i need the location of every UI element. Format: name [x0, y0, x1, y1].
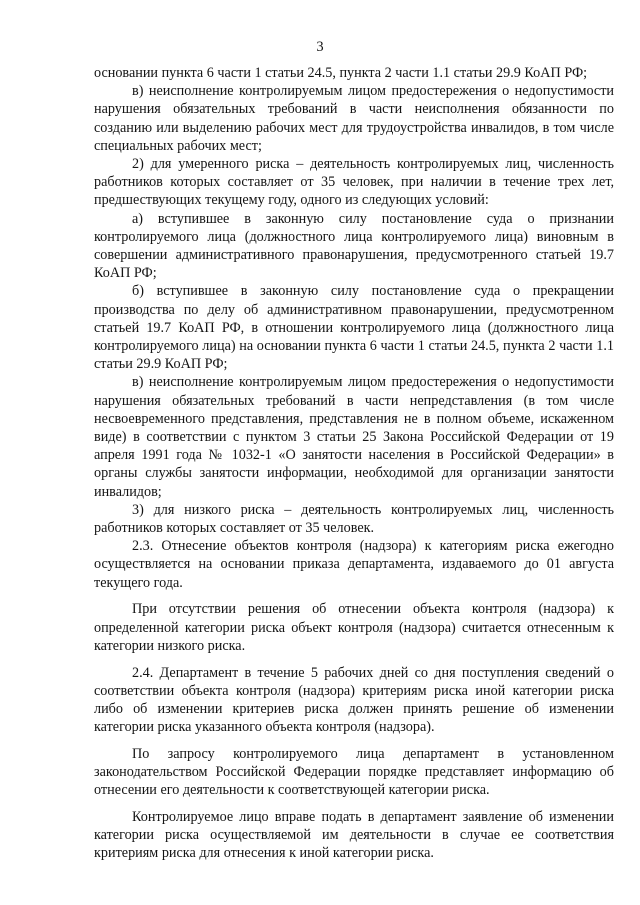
paragraph-p8: 2.3. Отнесение объектов контроля (надзора) к категориям риска ежегодно осуществляется на основании приказа департамента, издаваемого до 01 августа текущего года.: [94, 538, 614, 591]
paragraph-p4: а) вступившее в законную силу постановление суда о признании контролируемого лица (должностного лица контролируемого лица) виновным в совершении административного правонарушения, предусмотренного статьей 19.7 КоАП РФ;: [94, 210, 614, 282]
paragraph-p10: 2.4. Департамент в течение 5 рабочих дней со дня поступления сведений о соответствии объекта контроля (надзора) критериям риска иной категории риска либо об изменении критериев риска должен принять решение об изменении категории риска указанного объекта контроля (надзора).: [94, 664, 614, 736]
paragraph-p6: в) неисполнение контролируемым лицом предостережения о недопустимости нарушения обязательных требований в части непредставления (в том числе несвоевременного представления, представления не в полном объеме, искаженном виде) в соответствии с пунктом 3 статьи 25 Закона Российской Федерации от 19 апреля 1991 года № 1032-1 «О занятости населения в Российской Федерации» в органы службы занятости информации, необходимой для организации занятости инвалидов;: [94, 374, 614, 500]
paragraph-p3: 2) для умеренного риска – деятельность контролируемых лиц, численность работников которых составляет от 35 человек, при наличии в течение трех лет, предшествующих текущему году, одного из следующих условий:: [94, 156, 614, 209]
paragraph-p9: При отсутствии решения об отнесении объекта контроля (надзора) к определенной категории риска объект контроля (надзора) считается отнесенным к категории низкого риска.: [94, 601, 614, 654]
paragraph-p5: б) вступившее в законную силу постановление суда о прекращении производства по делу об административном правонарушении, предусмотренном статьей 19.7 КоАП РФ, в отношении контролируемого лица (должностного лица контролируемого лица) на основании пункта 6 части 1 статьи 24.5, пункта 2 части 1.1 статьи 29.9 КоАП РФ;: [94, 283, 614, 373]
page-number: 3: [316, 39, 324, 55]
paragraph-p2: в) неисполнение контролируемым лицом предостережения о недопустимости нарушения обязательных требований в части неисполнения обязанности по созданию или выделению рабочих мест для трудоустройства инвалидов, в том числе специальных рабочих мест;: [94, 83, 614, 154]
paragraph-p12: Контролируемое лицо вправе подать в департамент заявление об изменении категории риска осуществляемой им деятельности в случае ее соответствия критериям риска для отнесения к иной категории риска.: [94, 808, 614, 862]
paragraph-p1: основании пункта 6 части 1 статьи 24.5, пункта 2 части 1.1 статьи 29.9 КоАП РФ;: [94, 65, 588, 81]
document-body: [94, 64, 614, 863]
paragraph-p11: По запросу контролируемого лица департамент в установленном законодательством Российской Федерации порядке представляет информацию об отнесении его деятельности к соответствующей категории риска.: [94, 745, 614, 799]
paragraph-p7: 3) для низкого риска – деятельность контролируемых лиц, численность работников которых составляет от 35 человек.: [94, 501, 614, 537]
